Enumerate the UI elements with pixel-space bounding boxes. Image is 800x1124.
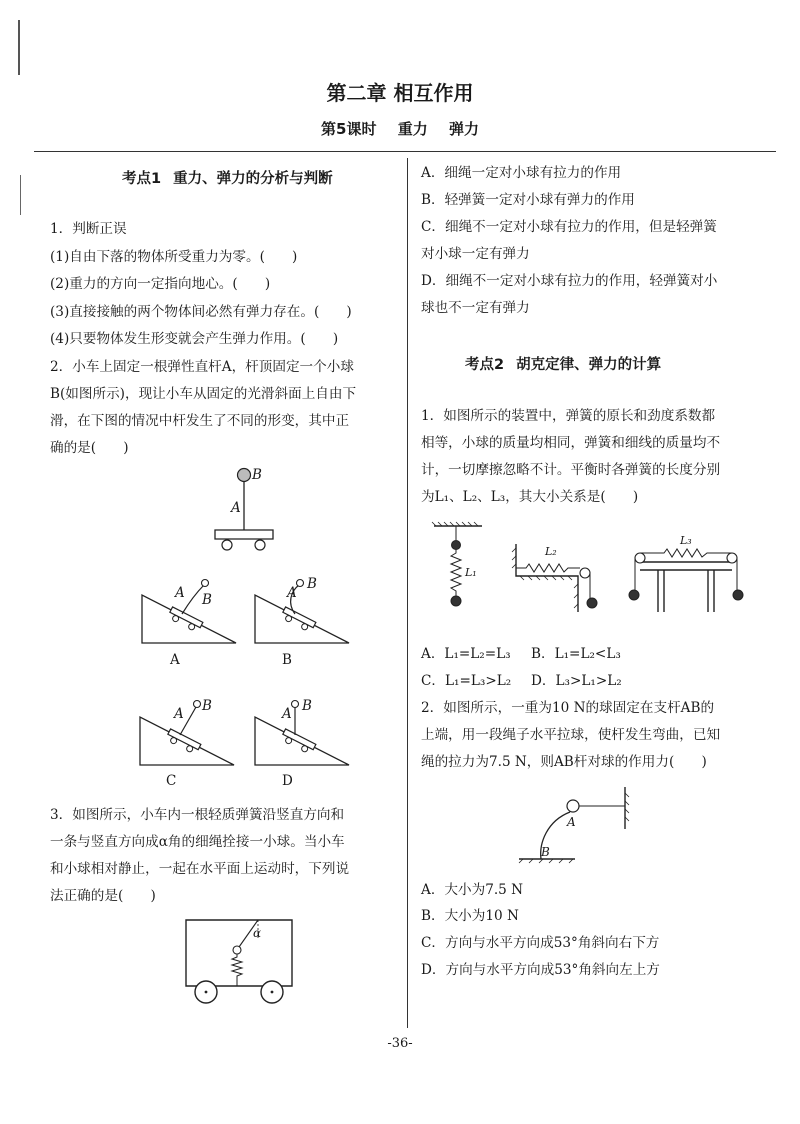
section-heading-1 [122, 167, 345, 188]
question-5-line: 上端，用一段绳子水平拉球，使杆发生弯曲，已知 [421, 727, 721, 743]
question-4-line: 相等，小球的质量均相同，弹簧和细线的质量均不 [421, 435, 721, 451]
question-1-item: (1)自由下落的物体所受重力为零。( ) [50, 249, 298, 265]
question-2-line: B(如图所示)，现让小车从固定的光滑斜面上自由下 [50, 386, 357, 402]
rod-label: A [175, 585, 185, 601]
question-3-option: A．细绳一定对小球有拉力的作用 [421, 165, 622, 181]
question-1-item: (3)直接接触的两个物体间必然有弹力存在。( ) [50, 304, 352, 320]
question-5-option: B．大小为10 N [421, 908, 519, 924]
lesson-topic-1: 重力 [397, 120, 428, 138]
hanging-spring-figure [428, 522, 488, 612]
question-4-option: A．L₁=L₂=L₃ [421, 646, 511, 662]
scan-edge-mark [20, 175, 21, 215]
incline-option-c [138, 697, 238, 769]
header-rule [34, 151, 776, 152]
page-number: -36- [387, 1036, 413, 1051]
section-title: 胡克定律、弹力的计算 [516, 357, 662, 373]
question-3-line: 一条与竖直方向成α角的细绳拴接一小球。当小车 [50, 834, 345, 850]
point-b-label: B [541, 845, 550, 859]
section-title: 重力、弹力的分析与判断 [173, 171, 333, 187]
question-4-line: 1．如图所示的装置中，弹簧的原长和劲度系数都 [421, 408, 716, 424]
question-3-option: 球也不一定有弹力 [421, 300, 530, 316]
ball-icon [233, 946, 241, 954]
ball-icon [238, 469, 251, 482]
spring-length-label-l3: L₃ [680, 534, 692, 547]
question-4-line: 为L₁、L₂、L₃，其大小关系是( ) [421, 489, 639, 505]
rod-label: A [287, 585, 297, 601]
spring-length-label-l1: L₁ [465, 566, 477, 579]
chapter-title: 第二章 相互作用 [326, 81, 474, 105]
question-4-option: B．L₁=L₂<L₃ [531, 646, 621, 662]
option-c-label: C [166, 773, 177, 789]
question-1-item: (4)只要物体发生形变就会产生弹力作用。( ) [50, 331, 339, 347]
point-a-label: A [567, 815, 576, 829]
ball-label: B [302, 698, 312, 714]
question-4-option: C．L₁=L₃>L₂ [421, 673, 512, 689]
question-2-line: 确的是( ) [50, 440, 129, 456]
question-5-line: 绳的拉力为7.5 N，则AB杆对球的作用力( ) [421, 754, 707, 770]
section-label: 考点1 [122, 171, 162, 187]
section-heading-2 [465, 353, 673, 374]
angle-label: α [253, 926, 262, 940]
question-3-option: C．细绳不一定对小球有拉力的作用，但是轻弹簧 [421, 219, 717, 235]
question-4-option: D．L₃>L₁>L₂ [531, 673, 622, 689]
cart-spring-string-figure [180, 918, 300, 1008]
column-separator [407, 158, 408, 1028]
question-5-option: A．大小为7.5 N [421, 882, 524, 898]
question-3-option: D．细绳不一定对小球有拉力的作用，轻弹簧对小 [421, 273, 718, 289]
question-5-option: C．方向与水平方向成53°角斜向右下方 [421, 935, 660, 951]
ball-label: B [252, 467, 262, 483]
question-1-stem: 1．判断正误 [50, 221, 127, 237]
question-2-line: 滑，在下图的情况中杆发生了不同的形变，其中正 [50, 413, 350, 429]
spring-length-label-l2: L₂ [545, 545, 557, 558]
rod-label: A [282, 706, 292, 722]
question-3-option: B．轻弹簧一定对小球有弹力的作用 [421, 192, 635, 208]
lesson-title [0, 118, 800, 139]
question-4-line: 计，一切摩擦忽略不计。平衡时各弹簧的长度分别 [421, 462, 721, 478]
rod-label: A [231, 500, 241, 516]
ball-label: B [202, 698, 212, 714]
table-spring-figure [512, 540, 607, 615]
incline-option-a [140, 577, 240, 647]
section-label: 考点2 [465, 357, 505, 373]
question-2-line: 2．小车上固定一根弹性直杆A，杆顶固定一个小球 [50, 359, 354, 375]
question-1-item: (2)重力的方向一定指向地心。( ) [50, 276, 271, 292]
ball-label: B [307, 576, 317, 592]
incline-option-b [253, 577, 353, 647]
ball-icon [567, 800, 579, 812]
cart-rod-figure [200, 462, 290, 557]
question-3-line: 3．如图所示，小车内一根轻质弹簧沿竖直方向和 [50, 807, 345, 823]
lesson-topic-2: 弹力 [448, 120, 479, 138]
pulley-spring-figure [624, 540, 749, 615]
rod-label: A [174, 706, 184, 722]
option-a-label: A [170, 652, 180, 668]
question-5-line: 2．如图所示，一重为10 N的球固定在支杆AB的 [421, 700, 715, 716]
lesson-number: 第5课时 [321, 120, 377, 138]
ball-label: B [202, 592, 212, 608]
option-d-label: D [282, 773, 293, 789]
question-3-line: 法正确的是( ) [50, 888, 156, 904]
question-3-line: 和小球相对静止，一起在水平面上运动时，下列说 [50, 861, 350, 877]
scan-edge-mark [18, 20, 20, 75]
question-3-option: 对小球一定有弹力 [421, 246, 530, 262]
option-b-label: B [282, 652, 292, 668]
question-5-option: D．方向与水平方向成53°角斜向左上方 [421, 962, 660, 978]
